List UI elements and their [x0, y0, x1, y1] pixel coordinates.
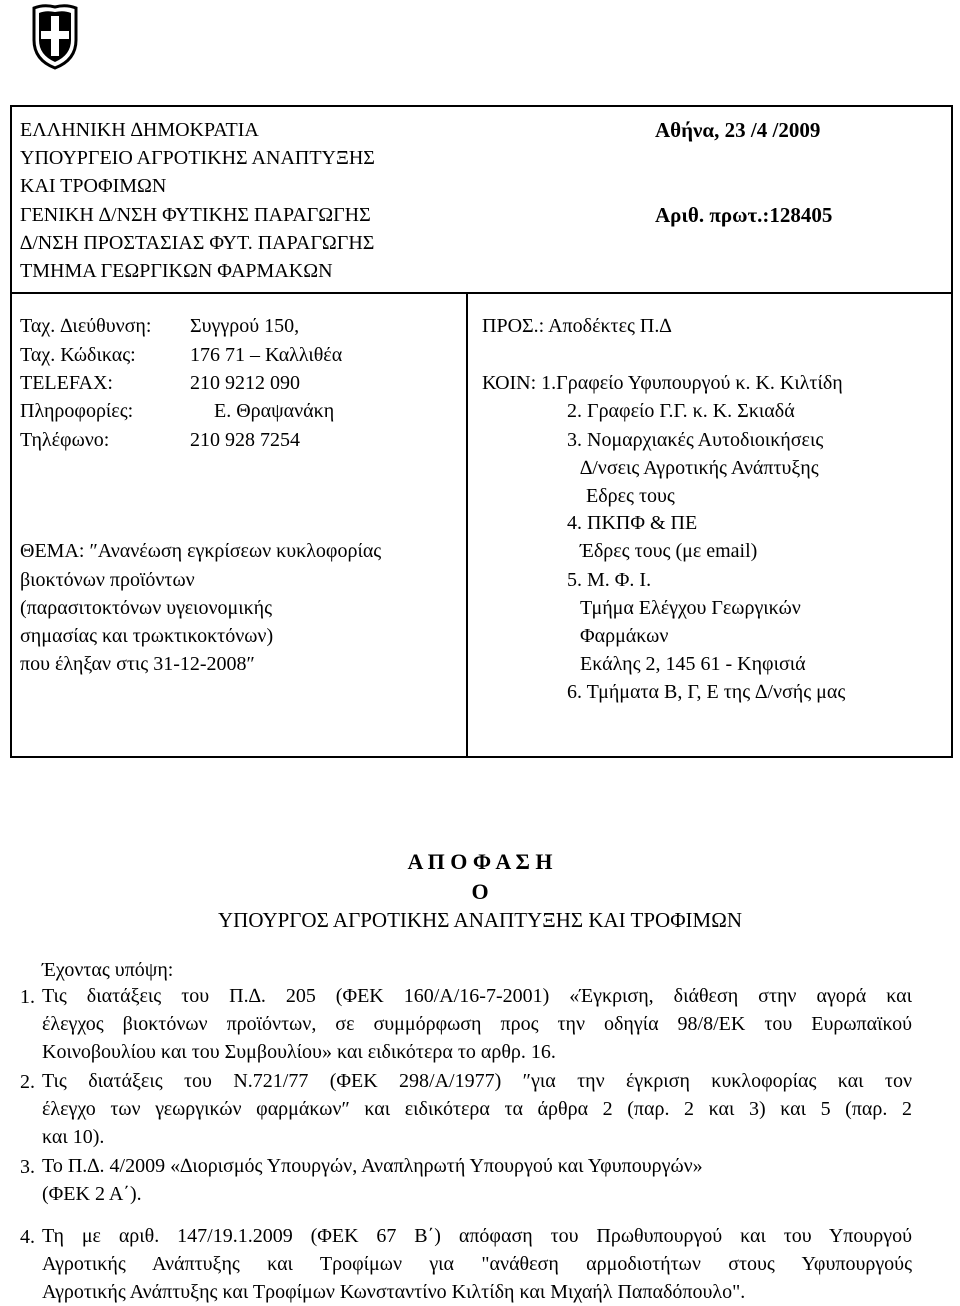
- cc-line: Έδρες τους (με email): [580, 540, 758, 562]
- header-divider: [10, 292, 953, 294]
- subject-line: βιοκτόνων προϊόντων: [20, 569, 195, 591]
- item-line: Τη με αριθ. 147/19.1.2009 (ΦΕΚ 67 Β΄) απόφαση του Πρωθυπουργού και του Υπουργού: [42, 1225, 912, 1247]
- item-line: έλεγχος βιοκτόνων προϊόντων, σε συμμόρφωση προς την οδηγία 98/8/ΕΚ του Ευρωπαϊκού: [42, 1013, 912, 1035]
- subject-line: που έληξαν στις 31-12-2008″: [20, 653, 255, 675]
- item-text: [42, 1067, 912, 1151]
- considering-label: Έχοντας υπόψη:: [42, 959, 174, 981]
- item-line: Κοινοβουλίου και του Συμβουλίου» και ειδικότερα το αρθρ. 16.: [42, 1041, 556, 1063]
- postal-code-label: Ταχ. Κώδικας:: [20, 344, 136, 366]
- protocol-number: Αριθ. πρωτ.:128405: [655, 203, 833, 227]
- recipients-to: ΠΡΟΣ.: Αποδέκτες Π.∆: [482, 315, 672, 337]
- item-number: 3.: [20, 1156, 35, 1178]
- cc-line: Φαρμάκων: [580, 625, 669, 647]
- subject-line: σημασίας και τρωκτικοκτόνων): [20, 625, 274, 647]
- org-line: ΥΠΟΥΡΓΕΙΟ ΑΓΡΟΤΙΚΗΣ ΑΝΑΠΤΥΞΗΣ: [20, 147, 375, 169]
- cc-line: Εκάλης 2, 145 61 - Κηφισιά: [580, 653, 806, 675]
- item-line: Αγροτικής Ανάπτυξης και Τροφίμων Κωνσταντίνο Κιλτίδη και Μιχαήλ Παπαδόπουλο".: [42, 1281, 746, 1303]
- cc-line: 2. Γραφείο Γ.Γ. κ. Κ. Σκιαδά: [567, 400, 795, 422]
- org-line: ΓΕΝΙΚΗ ∆/ΝΣΗ ΦΥΤΙΚΗΣ ΠΑΡΑΓΩΓΗΣ: [20, 204, 371, 226]
- minister-title: ΥΠΟΥΡΓΟΣ ΑΓΡΟΤΙΚΗΣ ΑΝΑΠΤΥΞΗΣ ΚΑΙ ΤΡΟΦΙΜΩΝ: [218, 908, 742, 932]
- address-value: Συγγρού 150,: [190, 315, 300, 337]
- subject-line: (παρασιτοκτόνων υγειονομικής: [20, 597, 273, 619]
- item-line: Τις διατάξεις του Π.∆. 205 (ΦΕΚ 160/Α/16-7-2001) «Έγκριση, διάθεση στην αγορά και: [42, 985, 912, 1007]
- item-line: (ΦΕΚ 2 Α΄).: [42, 1183, 142, 1205]
- item-line: Το Π.∆. 4/2009 «∆ιορισμός Υπουργών, Αναπληρωτή Υπουργού και Υφυπουργών»: [42, 1155, 703, 1177]
- org-line: ΤΜΗΜΑ ΓΕΩΡΓΙΚΩΝ ΦΑΡΜΑΚΩΝ: [20, 260, 333, 282]
- item-text: [42, 1222, 912, 1306]
- org-line: ΚΑΙ ΤΡΟΦΙΜΩΝ: [20, 175, 167, 197]
- cc-line: 3. Νομαρχιακές Αυτοδιοικήσεις: [567, 429, 824, 451]
- cc-line: Τμήμα Ελέγχου Γεωργικών: [580, 597, 801, 619]
- cc-line: ΚΟΙΝ: 1.Γραφείο Υφυπουργού κ. Κ. Κιλτίδη: [482, 372, 843, 394]
- item-line: έλεγχο των γεωργικών φαρμάκων″ και ειδικότερα τα άρθρα 2 (παρ. 2 και 3) και 5 (παρ. 2: [42, 1098, 912, 1120]
- item-number: 2.: [20, 1071, 35, 1093]
- cc-line: 6. Τμήματα Β, Γ, Ε της ∆/νσής μας: [567, 681, 846, 703]
- item-line: Αγροτικής Ανάπτυξης και Τροφίμων για "ανάθεση αρμοδιοτήτων στους Υφυπουργούς: [42, 1253, 912, 1275]
- item-line: και 10).: [42, 1126, 105, 1148]
- item-line: Τις διατάξεις του Ν.721/77 (ΦΕΚ 298/Α/1977) ″για την έγκριση κυκλοφορίας και τον: [42, 1070, 912, 1092]
- info-value: Ε. Θραψανάκη: [214, 400, 335, 422]
- cc-line: ∆/νσεις Αγροτικής Ανάπτυξης: [580, 457, 819, 479]
- coat-of-arms-emblem: [30, 4, 80, 70]
- decision-title: Α Π Ο Φ Α Σ Η: [407, 849, 553, 874]
- subject-line: ΘΕΜΑ: ″Ανανέωση εγκρίσεων κυκλοφορίας: [20, 540, 382, 562]
- cc-line: Εδρες τους: [586, 485, 675, 507]
- column-divider: [466, 294, 468, 757]
- item-number: 4.: [20, 1226, 35, 1248]
- fax-value: 210 9212 090: [190, 372, 300, 394]
- postal-code-value: 176 71 – Καλλιθέα: [190, 344, 343, 366]
- item-number: 1.: [20, 986, 35, 1008]
- fax-label: TELEFAX:: [20, 372, 113, 394]
- decision-article: Ο: [471, 879, 489, 904]
- cc-line: 5. Μ. Φ. Ι.: [567, 569, 652, 591]
- address-label: Ταχ. ∆ιεύθυνση:: [20, 315, 152, 337]
- phone-value: 210 928 7254: [190, 429, 300, 451]
- org-line: ΕΛΛΗΝΙΚΗ ∆ΗΜΟΚΡΑΤΙΑ: [20, 119, 259, 141]
- item-text: [42, 982, 912, 1066]
- org-line: ∆/ΝΣΗ ΠΡΟΣΤΑΣΙΑΣ ΦΥΤ. ΠΑΡΑΓΩΓΗΣ: [20, 232, 375, 254]
- info-label: Πληροφορίες:: [20, 400, 134, 422]
- document-date: Αθήνα, 23 /4 /2009: [655, 118, 821, 142]
- phone-label: Τηλέφωνο:: [20, 429, 110, 451]
- cc-line: 4. ΠΚΠΦ & ΠΕ: [567, 512, 698, 534]
- item-text: [42, 1152, 912, 1208]
